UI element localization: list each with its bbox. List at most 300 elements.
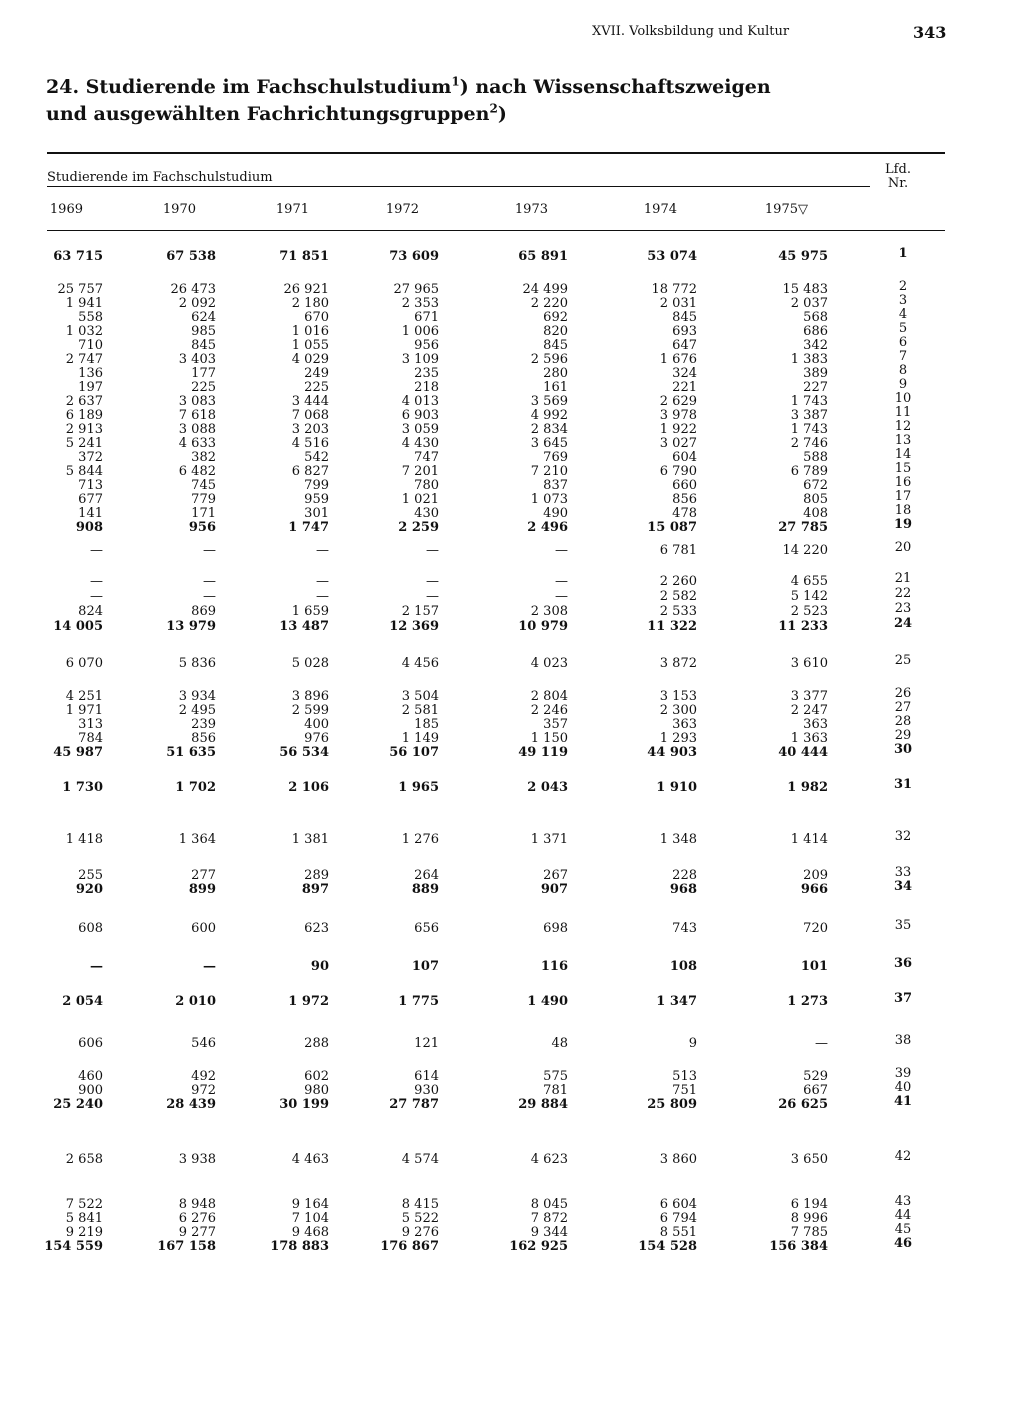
table-cell: 9 468 [291,1225,329,1240]
table-cell: 13 487 [279,619,329,634]
table-cell: 1 150 [530,731,568,746]
row-number: 26 [894,686,912,701]
table-cell: 249 [304,366,329,381]
table-cell: 3 153 [659,689,697,704]
table-cell: 4 029 [291,352,329,367]
table-cell: 1 032 [65,324,103,339]
table-cell: — [90,543,103,558]
table-cell: 4 992 [530,408,568,423]
table-cell: 24 499 [522,282,568,297]
table-cell: 9 344 [530,1225,568,1240]
table-cell: 3 088 [178,422,216,437]
table-cell: 2 157 [401,604,439,619]
table-cell: 53 074 [647,249,697,264]
row-number: 21 [894,571,912,586]
table-cell: 492 [191,1069,216,1084]
title-line2: und ausgewählten Fachrichtungsgruppen [46,103,490,125]
table-cell: 624 [191,310,216,325]
table-cell: 546 [191,1036,216,1051]
table-cell: 6 482 [178,464,216,479]
table-cell: 2 596 [530,352,568,367]
table-cell: 154 559 [44,1239,103,1254]
table-cell: 30 199 [279,1097,329,1112]
table-cell: 686 [803,324,828,339]
table-cell: 6 794 [659,1211,697,1226]
table-cell: 29 884 [518,1097,568,1112]
table-cell: 8 551 [659,1225,697,1240]
table-cell: 1 676 [659,352,697,367]
row-number: 38 [894,1033,912,1048]
table-cell: 277 [191,868,216,883]
table-cell: 14 220 [782,543,828,558]
table-cell: 1 149 [401,731,439,746]
table-cell: — [203,543,216,558]
row-number-header [872,163,924,191]
table-cell: 623 [304,921,329,936]
table-cell: 614 [414,1069,439,1084]
table-cell: — [316,574,329,589]
row-number: 4 [898,307,908,322]
year-header: 1969 [49,202,83,217]
table-cell: 2 495 [178,703,216,718]
table-cell: 3 978 [659,408,697,423]
table-cell: 3 027 [659,436,697,451]
table-cell: 2 496 [527,520,568,535]
table-cell: 4 013 [401,394,439,409]
table-cell: 3 109 [401,352,439,367]
table-cell: 239 [191,717,216,732]
table-cell: 1 971 [65,703,103,718]
table-cell: 45 987 [53,745,103,760]
table-cell: 899 [188,882,216,897]
table-cell: 73 609 [389,249,439,264]
table-cell: 781 [543,1083,568,1098]
row-number: 44 [894,1208,912,1223]
table-cell: 2 353 [401,296,439,311]
table-cell: 529 [803,1069,828,1084]
table-cell: 45 975 [778,249,828,264]
row-number: 16 [894,475,912,490]
table-cell: 6 789 [790,464,828,479]
table-cell: 2 220 [530,296,568,311]
table-cell: 670 [304,310,329,325]
table-cell: 301 [304,506,329,521]
table-cell: 568 [803,310,828,325]
table-cell: 1 659 [291,604,329,619]
table-cell: 225 [304,380,329,395]
table-cell: 2 259 [398,520,439,535]
table-cell: 178 883 [270,1239,329,1254]
row-number: 1 [898,246,908,261]
table-cell: 478 [672,506,697,521]
table-cell: 1 381 [291,832,329,847]
table-cell: 920 [75,882,103,897]
table-cell: 1 743 [790,422,828,437]
table-cell: 3 377 [790,689,828,704]
row-number: 18 [894,503,912,518]
row-number: 23 [894,601,912,616]
table-cell: 6 194 [790,1197,828,1212]
table-cell: 856 [672,492,697,507]
table-cell: 26 921 [283,282,329,297]
table-cell: 11 322 [647,619,697,634]
table-cell: 3 860 [659,1152,697,1167]
table-cell: 976 [304,731,329,746]
table-cell: 28 439 [166,1097,216,1112]
table-cell: 40 444 [778,745,828,760]
table-cell: 588 [803,450,828,465]
table-cell: 820 [543,324,568,339]
table-cell: 8 996 [790,1211,828,1226]
table-cell: 176 867 [380,1239,439,1254]
row-number: 17 [894,489,912,504]
table-cell: 27 787 [389,1097,439,1112]
table-cell: — [90,959,103,974]
table-cell: 751 [672,1083,697,1098]
table-cell: 26 473 [170,282,216,297]
table-cell: — [203,589,216,604]
year-header: 1974 [643,202,677,217]
table-cell: 1 743 [790,394,828,409]
table-cell: 101 [800,959,828,974]
table-cell: — [316,543,329,558]
table-cell: 67 538 [166,249,216,264]
row-number: 43 [894,1194,912,1209]
table-cell: 713 [78,478,103,493]
table-cell: 2 581 [401,703,439,718]
row-number: 6 [898,335,908,350]
title-line2-end: ) [497,103,507,125]
table-cell: 2 637 [65,394,103,409]
table-cell: 1 965 [398,780,439,795]
table-cell: — [815,1036,828,1051]
table-cell: 1 073 [530,492,568,507]
table-cell: 4 456 [401,656,439,671]
table-cell: 107 [411,959,439,974]
table-cell: 10 979 [518,619,568,634]
row-number: 3 [898,293,908,308]
table-cell: 8 948 [178,1197,216,1212]
table-cell: 5 522 [401,1211,439,1226]
row-number: 9 [898,377,908,392]
table-cell: 779 [191,492,216,507]
header-bottom-rule [47,230,945,231]
table-cell: 2 913 [65,422,103,437]
table-cell: 677 [78,492,103,507]
row-number: 11 [894,405,912,420]
table-cell: — [555,574,568,589]
table-cell: 3 387 [790,408,828,423]
table-cell: 4 633 [178,436,216,451]
table-cell: 2 599 [291,703,329,718]
year-header: 1971 [275,202,309,217]
table-cell: 845 [543,338,568,353]
table-cell: 710 [78,338,103,353]
table-cell: 784 [78,731,103,746]
row-number: 42 [894,1149,912,1164]
table-cell: — [426,574,439,589]
title-line1: 24. Studierende im Fachschulstudium [46,76,452,98]
lfd-label: Lfd. [885,162,911,177]
row-number: 8 [898,363,908,378]
table-cell: 1 982 [787,780,828,795]
table-cell: 1 016 [291,324,329,339]
table-cell: 25 809 [647,1097,697,1112]
table-cell: 177 [191,366,216,381]
table-cell: 71 851 [279,249,329,264]
table-cell: 2 092 [178,296,216,311]
table-cell: 25 757 [57,282,103,297]
table-cell: 400 [304,717,329,732]
row-number: 37 [893,991,913,1006]
table-cell: 2 247 [790,703,828,718]
table-cell: 575 [543,1069,568,1084]
table-cell: 1 006 [401,324,439,339]
row-number: 41 [893,1094,913,1109]
table-cell: 769 [543,450,568,465]
table-cell: 5 844 [65,464,103,479]
table-cell: 14 005 [53,619,103,634]
table-cell: 5 142 [790,589,828,604]
group-header-rule [47,186,870,187]
table-cell: 897 [301,882,329,897]
table-cell: 342 [803,338,828,353]
table-cell: 720 [803,921,828,936]
table-cell: 25 240 [53,1097,103,1112]
table-cell: 1 702 [175,780,216,795]
row-number: 32 [894,829,912,844]
table-cell: 9 164 [291,1197,329,1212]
table-cell: 1 747 [288,520,329,535]
table-cell: 2 010 [175,994,216,1009]
table-cell: 3 203 [291,422,329,437]
table-cell: 56 534 [279,745,329,760]
table-cell: 15 087 [647,520,697,535]
table-cell: 225 [191,380,216,395]
table-cell: 972 [191,1083,216,1098]
table-cell: 27 785 [778,520,828,535]
table-cell: 6 189 [65,408,103,423]
table-cell: 4 655 [790,574,828,589]
table-cell: 856 [191,731,216,746]
table-cell: 121 [414,1036,439,1051]
table-cell: 2 246 [530,703,568,718]
table-cell: 2 037 [790,296,828,311]
table-cell: 3 610 [790,656,828,671]
table-cell: 18 772 [651,282,697,297]
row-number: 13 [894,433,912,448]
table-cell: 3 444 [291,394,329,409]
nr-label: Nr. [887,176,909,191]
table-cell: 490 [543,506,568,521]
row-number: 5 [898,321,908,336]
table-cell: 161 [543,380,568,395]
table-cell: 2 300 [659,703,697,718]
table-cell: 604 [672,450,697,465]
table-cell: 985 [191,324,216,339]
table-cell: 185 [414,717,439,732]
table-cell: 1 922 [659,422,697,437]
row-number: 19 [893,517,913,532]
table-cell: 313 [78,717,103,732]
table-cell: 9 276 [401,1225,439,1240]
table-cell: 56 107 [389,745,439,760]
table-cell: 3 403 [178,352,216,367]
table-cell: 5 836 [178,656,216,671]
table-cell: 1 055 [291,338,329,353]
table-cell: 2 834 [530,422,568,437]
table-cell: 647 [672,338,697,353]
table-cell: 408 [803,506,828,521]
table-cell: 837 [543,478,568,493]
table-cell: 4 516 [291,436,329,451]
table-cell: 3 645 [530,436,568,451]
table-cell: 7 104 [291,1211,329,1226]
table-cell: 49 119 [518,745,568,760]
table-title [46,74,806,128]
table-cell: 141 [78,506,103,521]
table-cell: 264 [414,868,439,883]
table-cell: 1 383 [790,352,828,367]
table-cell: 136 [78,366,103,381]
row-number: 20 [894,540,912,555]
table-cell: 2 658 [65,1152,103,1167]
table-cell: 3 938 [178,1152,216,1167]
row-number: 25 [894,653,912,668]
table-cell: 2 523 [790,604,828,619]
row-number: 34 [893,879,913,894]
row-number: 39 [894,1066,912,1081]
table-cell: 959 [304,492,329,507]
table-cell: 4 023 [530,656,568,671]
table-cell: 324 [672,366,697,381]
table-cell: 3 504 [401,689,439,704]
table-cell: 845 [672,310,697,325]
table-cell: 2 582 [659,589,697,604]
table-cell: 1 021 [401,492,439,507]
table-cell: — [426,543,439,558]
table-cell: 1 348 [659,832,697,847]
table-cell: 3 872 [659,656,697,671]
table-cell: 8 415 [401,1197,439,1212]
table-cell: 288 [304,1036,329,1051]
table-cell: 2 533 [659,604,697,619]
table-cell: 1 276 [401,832,439,847]
table-cell: 660 [672,478,697,493]
table-cell: 389 [803,366,828,381]
table-cell: 1 730 [62,780,103,795]
row-number: 27 [894,700,912,715]
row-number: 36 [893,956,913,971]
table-cell: 956 [414,338,439,353]
row-number: 31 [893,777,913,792]
table-cell: 799 [304,478,329,493]
row-number: 33 [894,865,912,880]
table-cell: 845 [191,338,216,353]
table-cell: 6 070 [65,656,103,671]
table-cell: 2 746 [790,436,828,451]
table-cell: 7 872 [530,1211,568,1226]
table-cell: 382 [191,450,216,465]
table-cell: 7 618 [178,408,216,423]
table-cell: 606 [78,1036,103,1051]
row-number: 14 [894,447,912,462]
table-cell: 3 059 [401,422,439,437]
table-cell: 430 [414,506,439,521]
table-cell: 3 650 [790,1152,828,1167]
table-cell: 2 260 [659,574,697,589]
table-cell: — [316,589,329,604]
table-cell: 693 [672,324,697,339]
table-cell: 221 [672,380,697,395]
table-cell: 869 [191,604,216,619]
table-cell: 4 623 [530,1152,568,1167]
table-cell: 608 [78,921,103,936]
table-cell: 6 604 [659,1197,697,1212]
table-cell: 154 528 [638,1239,697,1254]
table-cell: 672 [803,478,828,493]
row-number: 46 [893,1236,913,1251]
table-cell: 12 369 [389,619,439,634]
table-cell: 667 [803,1083,828,1098]
table-cell: 980 [304,1083,329,1098]
table-cell: 227 [803,380,828,395]
table-cell: 2 043 [527,780,568,795]
table-cell: 602 [304,1069,329,1084]
table-cell: 1 273 [787,994,828,1009]
table-cell: 745 [191,478,216,493]
table-cell: 743 [672,921,697,936]
table-cell: 2 106 [288,780,329,795]
table-cell: 2 054 [62,994,103,1009]
table-cell: 747 [414,450,439,465]
year-header: 1975▽ [764,202,808,217]
column-group-header: Studierende im Fachschulstudium [47,170,273,185]
row-number: 45 [894,1222,912,1237]
table-cell: 600 [191,921,216,936]
table-cell: 930 [414,1083,439,1098]
table-cell: 7 068 [291,408,329,423]
table-cell: 6 276 [178,1211,216,1226]
table-cell: 966 [800,882,828,897]
table-cell: 4 430 [401,436,439,451]
table-cell: 51 635 [166,745,216,760]
table-cell: 1 490 [527,994,568,1009]
table-cell: 167 158 [157,1239,216,1254]
table-cell: 907 [540,882,568,897]
table-cell: 9 [688,1036,697,1051]
table-cell: 363 [803,717,828,732]
table-cell: 698 [543,921,568,936]
table-cell: 7 201 [401,464,439,479]
row-number: 15 [894,461,912,476]
title-line1-end: ) nach Wissenschaftszweigen [459,76,771,98]
table-cell: 65 891 [518,249,568,264]
table-cell: 228 [672,868,697,883]
row-number: 35 [894,918,912,933]
table-cell: 363 [672,717,697,732]
table-cell: 3 569 [530,394,568,409]
table-cell: 460 [78,1069,103,1084]
table-cell: 156 384 [769,1239,828,1254]
table-top-rule [47,152,945,154]
table-cell: 6 827 [291,464,329,479]
chapter-header: XVII. Volksbildung und Kultur [592,24,790,39]
table-cell: 2 804 [530,689,568,704]
table-cell: 1 371 [530,832,568,847]
table-cell: 1 910 [656,780,697,795]
table-cell: 9 219 [65,1225,103,1240]
